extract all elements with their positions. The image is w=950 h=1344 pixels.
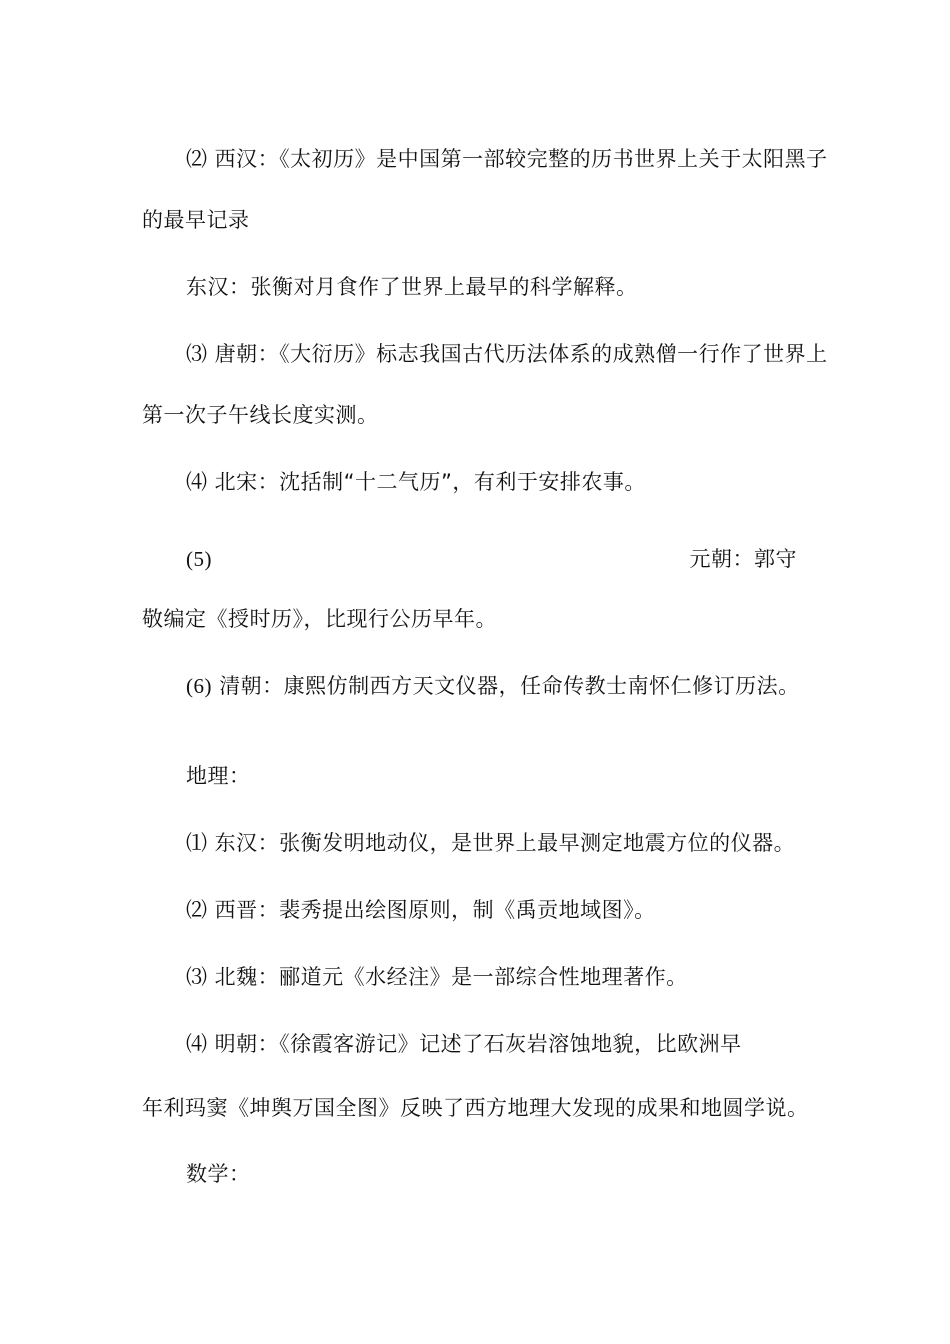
geography-item4-line2: 年利玛窦《坤舆万国全图》反映了西方地理大发现的成果和地圆学说。 bbox=[142, 1096, 809, 1120]
geography-item1: ⑴ 东汉：张衡发明地动仪，是世界上最早测定地震方位的仪器。 bbox=[186, 831, 796, 855]
astronomy-item5-line1: 元朝：郭守 bbox=[689, 547, 797, 571]
astronomy-item2-line1: ⑵ 西汉：《太初历》是中国第一部较完整的历书世界上关于太阳黑子 bbox=[186, 147, 828, 171]
astronomy-item6 bbox=[186, 672, 800, 700]
mathematics-heading: 数学： bbox=[186, 1162, 251, 1186]
astronomy-item5-line2: 敬编定《授时历》，比现行公历早年。 bbox=[142, 607, 497, 631]
geography-item4-line1: ⑷ 明朝：《徐霞客游记》记述了石灰岩溶蚀地貌，比欧洲早 bbox=[186, 1032, 742, 1056]
astronomy-item3-line2: 第一次子午线长度实测。 bbox=[142, 403, 379, 427]
astronomy-item5-number: (5) bbox=[186, 547, 212, 571]
geography-heading: 地理： bbox=[186, 764, 251, 788]
geography-item3: ⑶ 北魏：郦道元《水经注》是一部综合性地理著作。 bbox=[186, 965, 688, 989]
astronomy-item4: ⑷ 北宋：沈括制“十二气历”，有利于安排农事。 bbox=[186, 470, 646, 494]
astronomy-item2-donghan: 东汉：张衡对月食作了世界上最早的科学解释。 bbox=[186, 275, 638, 299]
astronomy-item6-text: 清朝：康熙仿制西方天文仪器，任命传教士南怀仁修订历法。 bbox=[219, 674, 800, 698]
astronomy-item6-number: (6) bbox=[186, 674, 212, 698]
astronomy-item2-line2: 的最早记录 bbox=[142, 208, 250, 232]
astronomy-item3-line1: ⑶ 唐朝：《大衍历》标志我国古代历法体系的成熟僧一行作了世界上 bbox=[186, 342, 828, 366]
geography-item2: ⑵ 西晋：裴秀提出绘图原则，制《禹贡地域图》。 bbox=[186, 898, 656, 922]
